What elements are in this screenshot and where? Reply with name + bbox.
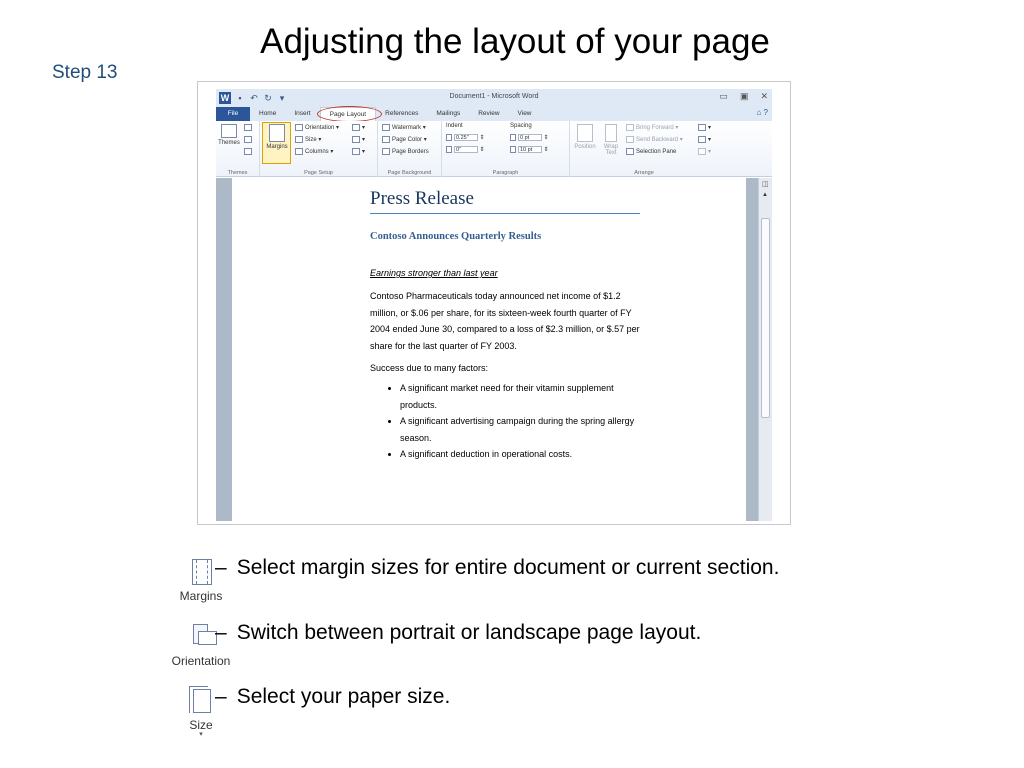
title-bar xyxy=(216,89,772,107)
spacing-after-field[interactable]: 10 pt ⇕ xyxy=(510,146,549,153)
selection-pane-button[interactable]: Selection Pane xyxy=(626,148,676,155)
scroll-up-icon[interactable]: ▲ xyxy=(762,192,768,198)
window-controls xyxy=(719,91,768,102)
list-item: • A significant deduction in operational costs. xyxy=(400,446,640,463)
size-text: Select your paper size. xyxy=(236,685,451,708)
margins-description xyxy=(215,556,779,580)
page-borders-button[interactable]: Page Borders xyxy=(382,148,429,155)
themes-icon xyxy=(221,124,237,138)
doc-heading: Press Release xyxy=(370,188,640,214)
spacing-after-icon xyxy=(510,146,516,153)
window-title: Document1 - Microsoft Word xyxy=(449,93,539,100)
margins-bullet xyxy=(169,556,929,612)
doc-subheading: Contoso Announces Quarterly Results xyxy=(370,231,542,242)
page-fade xyxy=(232,487,746,521)
columns-button[interactable]: Columns ▾ xyxy=(295,148,333,155)
margins-text: Select margin sizes for entire document or current section. xyxy=(236,556,780,579)
themes-button[interactable] xyxy=(218,124,240,146)
indent-right-icon xyxy=(446,146,452,153)
page-setup-group xyxy=(260,121,378,177)
spacing-before-icon xyxy=(510,134,516,141)
size-icon xyxy=(186,685,216,715)
word-window xyxy=(216,89,772,521)
document-content xyxy=(370,188,640,463)
page-background-group-label: Page Background xyxy=(387,170,432,176)
redo-icon[interactable]: ↻ xyxy=(264,93,272,103)
orientation-icon xyxy=(186,621,216,651)
scrollbar-thumb[interactable] xyxy=(761,218,770,418)
theme-colors-icon[interactable] xyxy=(244,124,254,131)
size-caption: Size xyxy=(189,718,213,732)
close-icon[interactable]: ✕ xyxy=(760,91,768,101)
tab-home[interactable]: Home xyxy=(259,110,277,117)
view-ruler-icon[interactable]: ◫ xyxy=(762,181,769,188)
tab-mailings[interactable]: Mailings xyxy=(436,110,461,117)
position-button[interactable]: Position xyxy=(572,124,598,150)
bullet-dash: – xyxy=(215,621,227,644)
page-layout-highlight xyxy=(317,106,382,122)
ribbon xyxy=(216,121,772,177)
size-bullet xyxy=(169,685,929,741)
orientation-bullet xyxy=(169,621,929,677)
themes-label: Themes xyxy=(218,140,240,146)
arrange-group-label: Arrange xyxy=(634,170,654,176)
list-item: • A significant market need for their vitamin supplement products. xyxy=(400,380,640,413)
align-icon[interactable]: ▾ xyxy=(698,124,711,131)
tab-page-layout[interactable]: Page Layout xyxy=(320,107,377,121)
undo-icon[interactable]: ↶ xyxy=(250,93,258,103)
indent-left-field[interactable]: 0.25" ⇕ xyxy=(446,134,485,141)
customize-qat-icon[interactable]: ▾ xyxy=(279,93,285,103)
page-borders-icon xyxy=(382,148,390,155)
indent-left-icon xyxy=(446,134,452,141)
margins-caption: Margins xyxy=(179,589,223,603)
tab-insert[interactable]: Insert xyxy=(294,110,311,117)
margins-icon xyxy=(186,556,216,586)
theme-fonts-icon[interactable] xyxy=(244,136,254,143)
rotate-icon[interactable]: ▾ xyxy=(698,148,711,155)
bring-forward-icon xyxy=(626,124,634,131)
spacing-label: Spacing xyxy=(510,123,532,129)
orientation-caption: Orientation xyxy=(171,654,231,668)
orientation-description xyxy=(215,621,701,645)
doc-bullet-list xyxy=(370,380,640,463)
tab-file[interactable]: File xyxy=(216,107,250,121)
page-color-button[interactable]: Page Color ▾ xyxy=(382,136,427,143)
indent-label: Indent xyxy=(446,123,463,129)
save-icon[interactable]: ▪ xyxy=(238,93,242,103)
document-page[interactable] xyxy=(232,178,746,521)
help-icon[interactable]: ⌂ ? xyxy=(756,108,768,117)
orientation-button[interactable]: Orientation ▾ xyxy=(295,124,339,131)
maximize-icon[interactable]: ▣ xyxy=(739,91,749,101)
vertical-scrollbar[interactable] xyxy=(758,178,772,521)
indent-right-field[interactable]: 0" ⇕ xyxy=(446,146,485,153)
margins-label: Margins xyxy=(266,144,288,150)
page-color-icon xyxy=(382,136,390,143)
bring-forward-button[interactable]: Bring Forward ▾ xyxy=(626,124,678,131)
page-background-group xyxy=(378,121,442,177)
size-button[interactable]: Size ▾ xyxy=(295,136,321,143)
hyphenation-icon[interactable]: ▾ xyxy=(352,148,365,155)
orientation-small-icon xyxy=(295,124,303,131)
watermark-icon xyxy=(382,124,390,131)
margins-button[interactable] xyxy=(264,124,290,150)
paragraph-group xyxy=(442,121,570,177)
minimize-icon[interactable]: ▭ xyxy=(719,91,728,101)
spacing-before-field[interactable]: 0 pt ⇕ xyxy=(510,134,549,141)
margins-button-icon xyxy=(269,124,285,142)
word-logo-icon[interactable]: W xyxy=(220,93,230,103)
chevron-down-icon: ▾ xyxy=(199,731,203,738)
arrange-group xyxy=(570,121,718,177)
line-numbers-icon[interactable]: ▾ xyxy=(352,136,365,143)
theme-effects-icon[interactable] xyxy=(244,148,254,155)
themes-group xyxy=(216,121,260,177)
selection-pane-icon xyxy=(626,148,634,155)
group-icon[interactable]: ▾ xyxy=(698,136,711,143)
doc-italic-heading: Earnings stronger than last year xyxy=(370,268,498,278)
size-description xyxy=(215,685,450,709)
doc-intro: Success due to many factors: xyxy=(370,363,489,373)
breaks-icon[interactable]: ▾ xyxy=(352,124,365,131)
document-area xyxy=(216,178,772,521)
wrap-text-button[interactable]: Wrap Text xyxy=(600,124,622,156)
step-label: Step 13 xyxy=(52,62,118,83)
columns-small-icon xyxy=(295,148,303,155)
tab-view[interactable]: View xyxy=(517,110,532,117)
position-icon xyxy=(577,124,593,142)
word-screenshot xyxy=(197,81,791,525)
page-setup-group-label: Page Setup xyxy=(304,170,333,176)
size-small-icon xyxy=(295,136,303,143)
send-backward-icon xyxy=(626,136,634,143)
tab-references[interactable]: References xyxy=(385,110,419,117)
paragraph-group-label: Paragraph xyxy=(492,170,519,176)
slide-title: Adjusting the layout of your page xyxy=(260,22,770,61)
doc-paragraph: Contoso Pharmaceuticals today announced net income of $1.2 million, or $.06 per share, for its sixteen-week fourth quarter of FY 2004 ended June 30, compared to a loss of $2.3 million, or $.57 per share for the last quarter of FY 2003. xyxy=(370,291,640,351)
tab-review[interactable]: Review xyxy=(478,110,500,117)
send-backward-button[interactable]: Send Backward ▾ xyxy=(626,136,683,143)
ribbon-tabs xyxy=(216,107,772,121)
orientation-text: Switch between portrait or landscape page layout. xyxy=(236,621,702,644)
watermark-button[interactable]: Watermark ▾ xyxy=(382,124,426,131)
list-item: • A significant advertising campaign during the spring allergy season. xyxy=(400,413,640,446)
themes-group-label: Themes xyxy=(227,170,248,176)
bullet-dash: – xyxy=(215,685,227,708)
bullet-dash: – xyxy=(215,556,227,579)
wrap-text-icon xyxy=(605,124,617,142)
